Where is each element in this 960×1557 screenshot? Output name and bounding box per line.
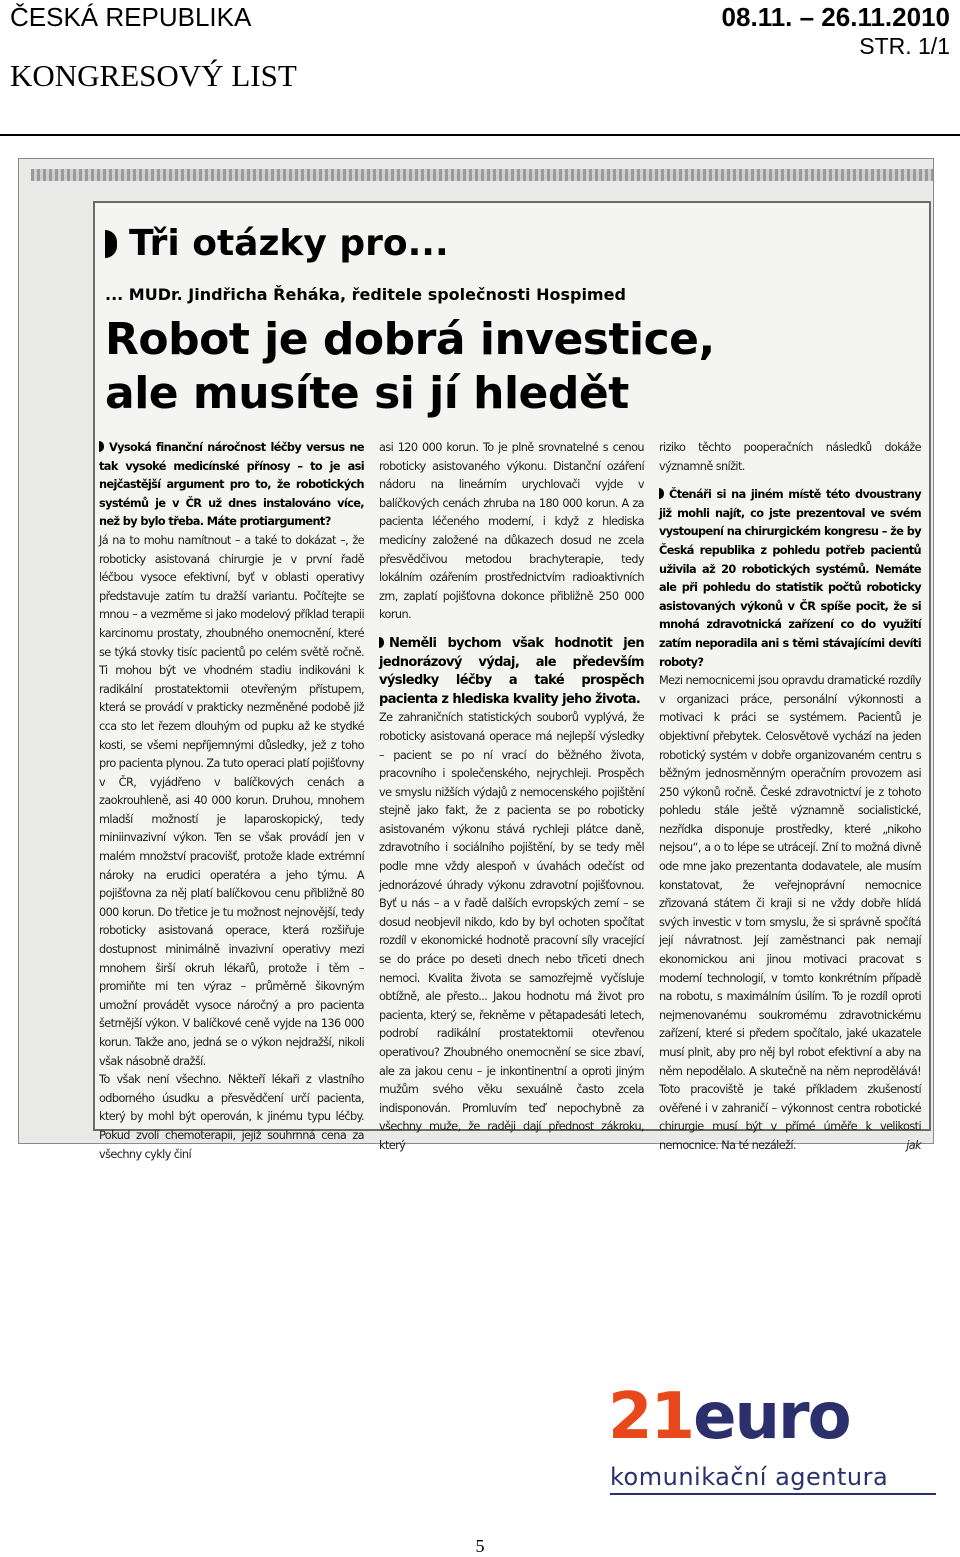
answer-paragraph [99,1071,364,1164]
logo-underline [610,1493,936,1495]
article-column-2 [379,439,644,1156]
paragraph-text: Ze zahraničních statistických souborů vyplývá, že roboticky asistovaná operace má nejlepší výsledky – pacient se po ní vrací do běžného života, pracovního i společenského, nejrychleji. Prospěch ve smyslu nižších výdajů z nemocenského pojištění stejně jako fakt, že z pacienta se po roboticky asistovaném výkonu stává rychleji plátce daně, zdravotního i sociálního pojištění, by se tedy měl podle mne vždy alespoň v úvahách odečíst od jednorázové úhrady výkonu zdravotní pojišťovnou. Byť u nás – a v řadě dalších evropských zemí – se dosud neobjevil nikdo, kdo by byl ochoten spočítat rozdíl v ekonomické hodnotě pracovní síly vracející se do práce po deseti dnech nebo třiceti dnech nemoci. Kvalita života se samozřejmě vyčísluje obtížně, ale přesto... Jakou hodnotu má život pro pacienta, který se, řekněme v pětapadesáti letech, podrobí radikální prostatektomii otevřenou operativou? Zhoubného onemocnění se sice zbaví, ale za jakou cenu – je inkontinentní a oproti jiným mužům svého věku sexuálně často zcela indisponován. Promluvím teď nepochybně za všechny muže, že raději dají přednost zákroku, který [379,711,644,1152]
article-panel [93,201,931,1161]
paragraph-text: riziko těchto pooperačních následků dokáže významně snížit. [659,441,921,473]
paragraph-text: Čtenáři si na jiném místě této dvoustrany již mohli najít, co jste prezentoval ve svém vystoupení na chirurgickém kongresu – že by Česká republika z pohledu potřeb pacientů uživila až 20 robotických systémů. Nemáte ale při pohledu do statistik počtů roboticky asistovaných výkonů v ČR spíše pocit, že si mnohá zdravotnická zařízení co do využití zatím neporadila ani s těmi stávajícími devíti roboty? [659,488,921,669]
answer-paragraph [99,532,364,1071]
question-paragraph [379,635,644,709]
headline-line-1: Robot je dobrá investice, [105,314,715,365]
logo-main [608,1380,850,1454]
kicker-text: Tři otázky pro... [129,223,449,264]
question-marker-icon [99,441,104,452]
kicker-marker-icon [105,230,117,258]
logo-word: euro [693,1380,850,1454]
question-paragraph [99,439,364,532]
article-byline: ... MUDr. Jindřicha Řeháka, ředitele společnosti Hospimed [105,285,626,304]
header-page: STR. 1/1 [859,33,950,59]
answer-paragraph [379,709,644,1155]
logo-tagline: komunikační agentura [610,1463,889,1491]
question-marker-icon [659,488,664,499]
paragraph-text: Mezi nemocnicemi jsou opravdu dramatické rozdíly v organizaci práce, personální výkonnosti a motivaci k práci se systémem. Pacientů je objektivní přebytek. Celosvětově vychází na jeden robotický systém v dobře organizovaném centru s běžným jednosměnným operačním provozem asi 250 výkonů ročně. České zdravotnictví je z tohoto pohledu stále ještě významně socialistické, nezřídka disponuje prostředky, které „nikoho nejsou“, a o to lépe se utrácejí. Zní to možná divně ode mne jako prezentanta dodavatele, ale musím konstatovat, že veřejnoprávní nemocnice zřizovaná státem či kraji si ne vždy dobře hlídá svých investic v tom smyslu, že si správně spočítá její návratnost. Její zaměstnanci pak nemají ekonomickou ani jinou motivaci pracovat s moderní technologií, v tomto konkrétním případě na robotu, s maximálním úsilím. To je rozdíl oproti nejmenovanému soukromému zdravotnickému zařízení, které si předem spočítalo, jaké ukazatele musí plnit, aby pro něj byl robot efektivní a aby na něm nepodělalo. A skutečně na něm neprodělává! Toto pracoviště je také příkladem zkušeností ověřené i v zahraničí – výkonnost centra robotické chirurgie musí být v přímé úměře k velikosti nemocnice. Na té nezáleží. [659,674,921,1152]
clipping-top-band [31,169,933,181]
author-signature: jak [906,1138,921,1152]
header-rule [0,134,960,136]
answer-paragraph [379,439,644,625]
question-paragraph [659,486,921,672]
page-number: 5 [475,1536,485,1556]
paragraph-text: Vysoká finanční náročnost léčby versus ne tak vysoké medicínské přínosy – to je asi nejčastější argument pro to, že robotických systémů je v ČR už dnes instalováno více, než by bylo třeba. Máte protiargument? [99,441,364,529]
paragraph-text: To však není všechno. Někteří lékaři z vlastního odborného úsudku a přesvědčení určí pacienta, který by mohl být operován, k jinému typu léčby. Pokud zvolí chemoterapii, jejíž souhrnná cena za všechny cykly činí [99,1073,364,1161]
article-kicker [105,223,449,264]
header-source: KONGRESOVÝ LIST [10,58,297,93]
header-country: ČESKÁ REPUBLIKA [10,2,252,32]
answer-paragraph [659,439,921,476]
article-column-1 [99,439,364,1164]
agency-logo [608,1380,938,1497]
paragraph-text: Já na to mohu namítnout – a také to dokázat –, že roboticky asistovaná chirurgie je v první řadě léčbou vysoce efektivní, byť v oblasti operativy představuje zatím tu dražší variantu. Počítejte se mnou – a vezměme si jako modelový příklad terapii karcinomu prostaty, zhoubného onemocnění, které se týká stovky tisíc pacientů po celém světě ročně. Ti mohou být ve vhodném stadiu indikováni k radikální prostatektomii otevřeným přístupem, která se provádí v prakticky nezměněné podobě již cca sto let řezem dlouhým od pupku až ke stydké kosti, se všemi nepříjemnými důsledky, jež z toho pro pacienta plynou. Za tuto operaci platí pojišťovny v ČR, vyjádřeno v balíčkových cenách a zaokrouhleně, asi 40 000 korun. Druhou, mnohem mladší možností je laparoskopický, tedy miniinvazivní výkon. Ten se však provádí jen v malém množství pracovišť, protože klade extrémní nároky na erudici operatéra a jeho týmu. A pojišťovna za něj platí balíčkovou cenu přibližně 80 000 korun. Do třetice je tu možnost nejnovější, tedy roboticky asistovaná operace, která rozšiřuje dostupnost minimálně invazivní operativy mezi mnohem širší okruh lékařů, protože i těm – promiňte mi ten výraz – průměrně šikovným umožní provádět vysoce náročný a pro pacienta šetrnější výkon. V balíčkové ceně vyjde na 136 000 korun. Takže ano, jedná se o výkon nejdražší, nikoli však násobně dražší. [99,533,364,1068]
answer-paragraph [659,672,921,1155]
question-marker-icon [379,637,384,648]
press-clipping [18,158,934,1161]
paragraph-text: Neměli bychom však hodnotit jen jednorázový výdaj, ale především výsledky léčby a také prospěch pacienta z hlediska kvality jeho života. [379,635,644,707]
article-column-3 [659,439,921,1156]
logo-number: 21 [608,1380,694,1454]
article-headline [105,313,715,421]
header-dates: 08.11. – 26.11.2010 [721,2,950,32]
headline-line-2: ale musíte si jí hledět [105,368,629,419]
paragraph-text: asi 120 000 korun. To je plně srovnatelné s cenou roboticky asistovaného výkonu. Distanční ozáření nádoru na lineárním urychlovači vyjde v balíčkových cenách zhruba na 180 000 korun. A za pacienta léčeného moderní, i když z hlediska medicíny založené na důkazech dosud ne zcela přesvědčivou metodou brachyterapie, tedy lokálním ozářením prostřednictvím radioaktivních zrn, zaplatí pojišťovna dokonce přibližně 250 000 korun. [379,441,644,622]
